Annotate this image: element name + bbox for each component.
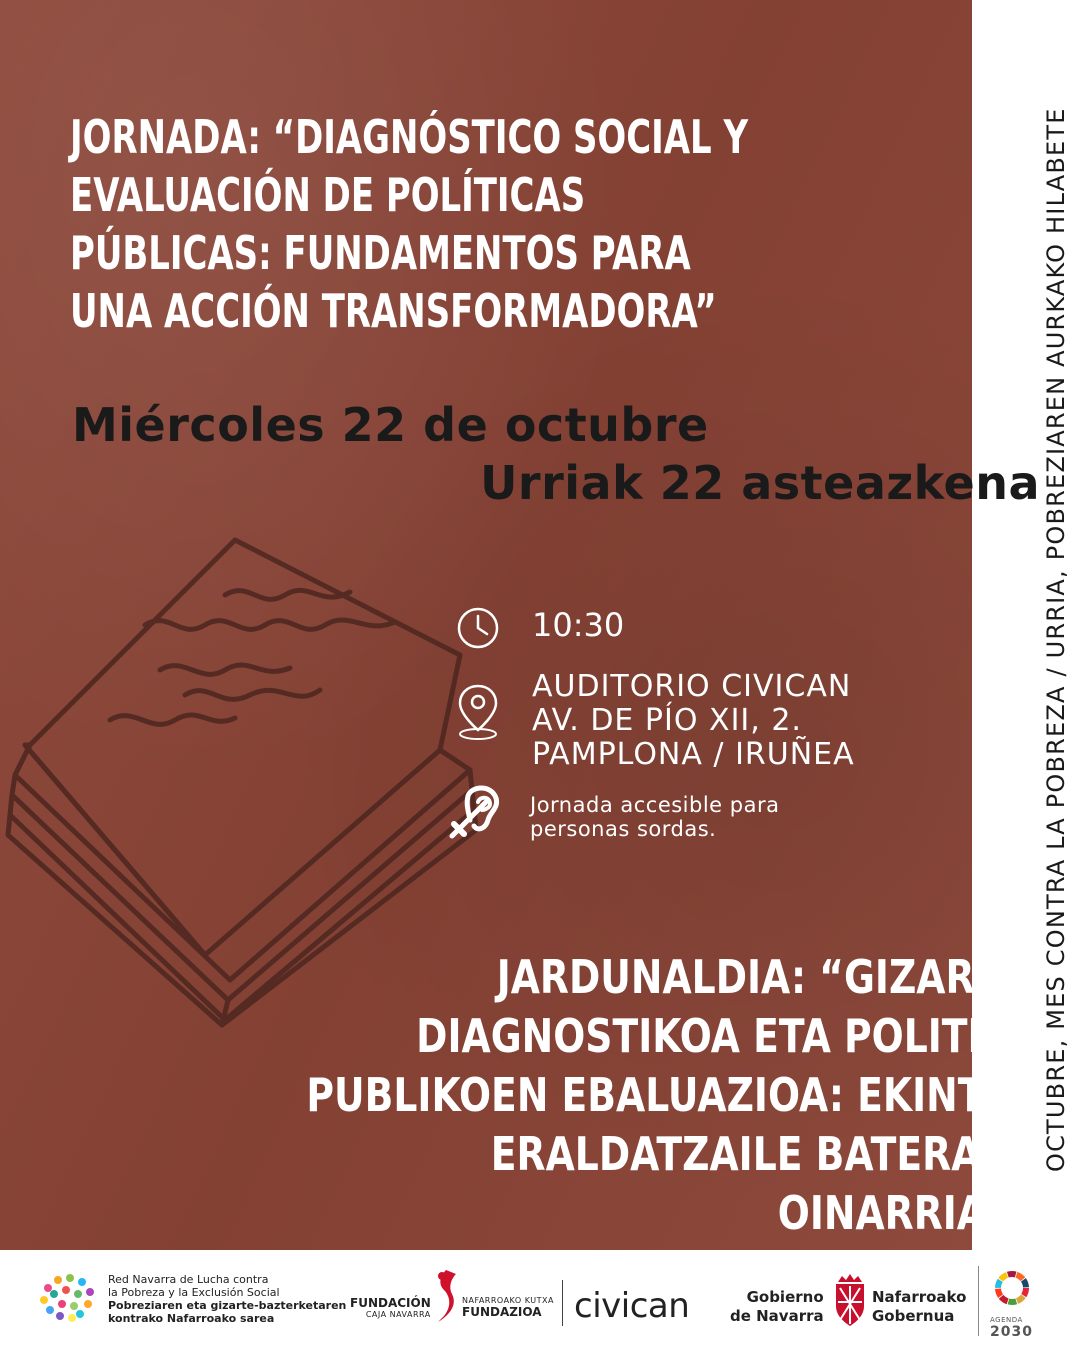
- agenda-label: AGENDA: [990, 1316, 1023, 1324]
- network-line-2: la Pobreza y la Exclusión Social: [108, 1286, 280, 1299]
- date-spanish: Miércoles 22 de octubre: [72, 398, 709, 452]
- gobernua-line-1: Nafarroako: [872, 1288, 967, 1306]
- agenda-divider: [978, 1266, 979, 1336]
- network-logo-icon: [34, 1270, 102, 1326]
- logo-divider: [562, 1280, 563, 1326]
- gobierno-line-1: Gobierno: [746, 1288, 824, 1306]
- network-name: [108, 1273, 346, 1325]
- location-pin-icon: [454, 682, 502, 742]
- accessibility-line-2: personas sordas.: [530, 817, 717, 841]
- network-line-1: Red Navarra de Lucha contra: [108, 1273, 269, 1286]
- fundacion-logo-es: [350, 1296, 431, 1319]
- fundacion-name-es: FUNDACIÓN: [350, 1296, 431, 1310]
- fundacion-name-eu: FUNDAZIOA: [462, 1305, 542, 1319]
- clock-icon: [456, 606, 500, 650]
- gobierno-logo-es: [730, 1288, 824, 1326]
- gobierno-line-2: de Navarra: [730, 1307, 824, 1325]
- sidebar-campaign-text: OCTUBRE, MES CONTRA LA POBREZA / URRIA, POBREZIAREN AURKAKO HILABETE: [1042, 107, 1070, 1172]
- ear-accessibility-icon: [446, 780, 508, 842]
- fundacion-sub-es: CAJA NAVARRA: [365, 1310, 431, 1319]
- title-spanish: JORNADA: “DIAGNÓSTICO SOCIAL Y EVALUACIÓN DE POLÍTICAS PÚBLICAS: FUNDAMENTOS PARA UNA ACCIÓN TRANSFORMADORA”: [70, 110, 749, 338]
- venue-city: PAMPLONA / IRUÑEA: [532, 737, 855, 772]
- accessibility-line-1: Jornada accesible para: [530, 793, 780, 817]
- fundacion-sub-eu: NAFARROAKO KUTXA: [462, 1296, 554, 1305]
- fundacion-logo-eu: [462, 1296, 554, 1319]
- agenda-year: 2030: [990, 1324, 1033, 1340]
- gobernua-line-2: Gobernua: [872, 1307, 955, 1325]
- civican-logo: civican: [574, 1286, 690, 1326]
- fundacion-mark-icon: [432, 1266, 462, 1326]
- network-line-3: Pobreziaren eta gizarte-bazterketaren: [108, 1299, 347, 1312]
- event-time: 10:30: [532, 606, 625, 644]
- event-venue: [532, 670, 855, 772]
- agenda-wheel-icon: [992, 1268, 1032, 1308]
- date-basque: Urriak 22 asteazkena: [480, 456, 1040, 510]
- title-basque: JARDUNALDIA: “GIZARTE-DIAGNOSTIKOA ETA POLITIKA PUBLIKOEN EBALUAZIOA: EKINTZA ERALDATZAILE BATERAKO OINARRIAK”: [306, 950, 1041, 1240]
- navarra-shield-icon: [832, 1272, 868, 1328]
- accessibility-note: [530, 793, 779, 841]
- network-line-4: kontrako Nafarroako sarea: [108, 1312, 275, 1325]
- venue-name: AUDITORIO CIVICAN: [532, 669, 852, 704]
- gobierno-logo-eu: [872, 1288, 966, 1326]
- venue-address: AV. DE PÍO XII, 2.: [532, 703, 802, 738]
